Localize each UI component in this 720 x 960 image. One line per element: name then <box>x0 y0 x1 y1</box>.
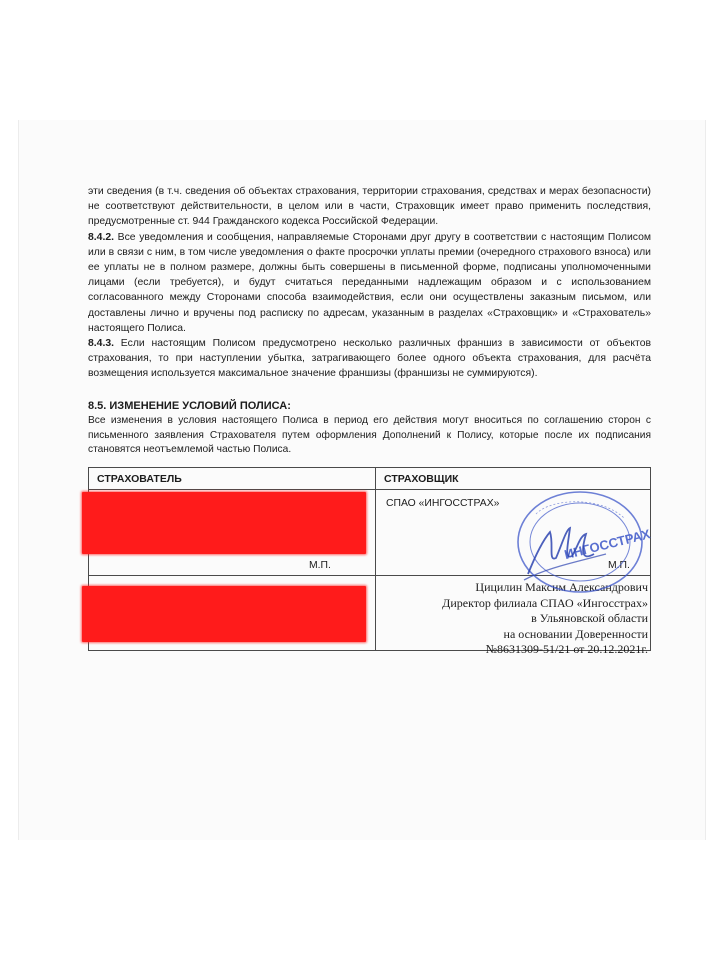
redaction-block <box>82 586 366 642</box>
top-margin <box>0 0 720 120</box>
policy-clauses <box>88 184 651 382</box>
redaction-block <box>82 492 366 554</box>
seal-place-label: М.П. <box>608 560 630 571</box>
signatory-line: Директор филиала СПАО «Ингосстрах» <box>442 595 648 610</box>
insurer-header: СТРАХОВЩИК <box>376 468 651 490</box>
seal-place-label: М.П. <box>309 560 331 571</box>
signatory-line: №8631309-51/21 от 20.12.2021г. <box>485 642 648 657</box>
clause-number: 8.4.2. <box>88 231 114 243</box>
stamp-graphic <box>506 484 652 594</box>
signatory-line: в Ульяновской области <box>531 611 648 626</box>
clause-8-4-3 <box>88 336 651 382</box>
company-stamp <box>506 484 652 594</box>
clause-intro: эти сведения (в т.ч. сведения об объектах страхования, территории страхования, средствах и мерах безопасности) не соответствуют действительности, в целом или в части, Страховщик имеет право применить последствия, предусмотренные ст. 944 Гражданского кодекса Российской Федерации. <box>88 186 651 228</box>
clause-text: Если настоящим Полисом предусмотрено несколько различных франшиз в зависимости от объектов страхования, то при наступлении убытка, затрагивающего более одного объекта страхования, для расчёта возмещения используется максимальное значение франшизы (франшизы не суммируются). <box>88 338 651 380</box>
insurer-name: СПАО «ИНГОССТРАХ» <box>386 498 500 509</box>
bottom-margin <box>0 840 720 960</box>
clause-number: 8.4.3. <box>88 338 114 350</box>
clause-8-4-2 <box>88 230 651 336</box>
signatory-line: на основании Доверенности <box>503 626 648 641</box>
clause-text: Все уведомления и сообщения, направляемые Сторонами друг другу в соответствии с настоящим Полисом или в связи с ним, в том числе уведомления о факте просрочки уплаты премии (очередного страхового взноса) или ее уплаты не в полном размере, должны быть совершены в письменной форме, подписаны уполномоченными лицами (если требуется), и будут считаться переданными надлежащим образом и с использованием согласованного между Сторонами способа взаимодействия, если они осуществлены заказным письмом, или доставлены лично и вручены под расписку по адресам, указанным в разделах «Страховщик» и «Страхователь» настоящего Полиса. <box>88 231 651 334</box>
stamp-brand: ИНГОССТРАХ <box>562 526 652 563</box>
signatory-line: Цицилин Максим Александрович <box>475 580 648 594</box>
section-heading: 8.5. ИЗМЕНЕНИЕ УСЛОВИЙ ПОЛИСА: <box>88 400 291 412</box>
section-8-5-text: Все изменения в условия настоящего Полиса в период его действия могут вноситься по соглашению сторон с письменного заявления Страхователя путем оформления Дополнений к Полису, которые после их подписания становятся неотъемлемой частью Полиса. <box>88 415 651 456</box>
insured-header: СТРАХОВАТЕЛЬ <box>89 468 376 490</box>
